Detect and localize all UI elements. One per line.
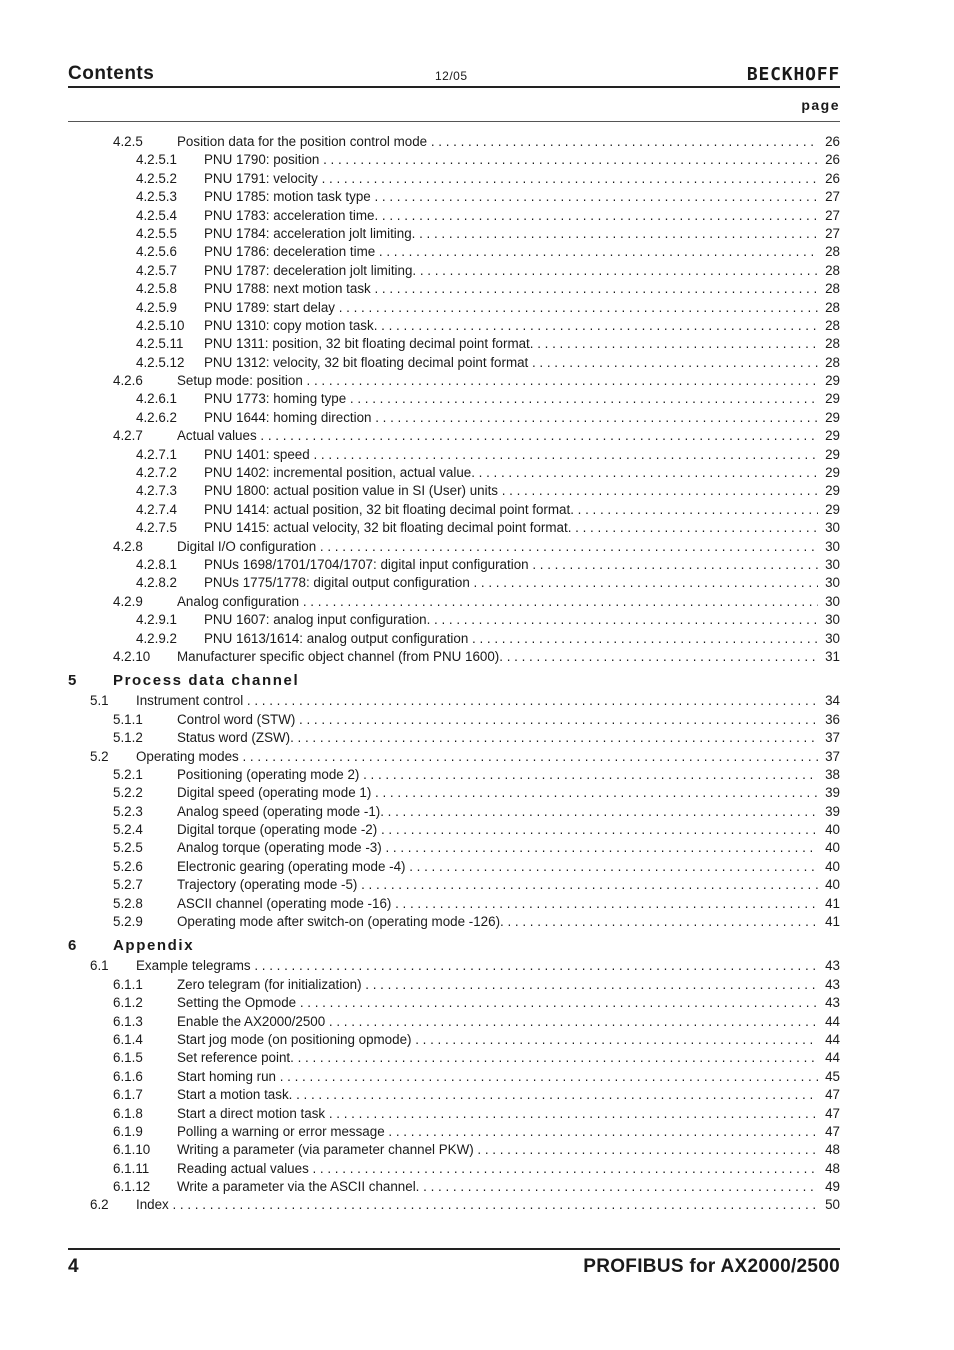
footer-rule [68, 1248, 840, 1250]
toc-entry-title: PNU 1644: homing direction . . . [204, 409, 818, 427]
toc-entry-number: 4.2.5.6 [136, 244, 177, 260]
toc-entry-number: 4.2.5 [113, 134, 143, 149]
toc-entry [68, 1160, 840, 1178]
toc-entry-page: 30 [825, 630, 840, 646]
toc-entry-number: 5.2.5 [113, 840, 143, 856]
toc-entry-page: 39 [825, 785, 840, 801]
toc-entry [68, 482, 840, 500]
toc-entry-page: 41 [825, 914, 840, 930]
toc-entry-title: Operating mode after switch-on (operating mode -126). . . . [177, 913, 818, 931]
toc-entry-page: 37 [825, 730, 840, 746]
toc-entry [68, 994, 840, 1012]
toc-entry-number: 6.1.4 [113, 1031, 143, 1047]
toc-entry-number: 6.1.5 [113, 1050, 143, 1066]
toc-entry-title: ASCII channel (operating mode -16) . . . [177, 895, 818, 913]
toc-entry-page: 29 [825, 428, 840, 444]
toc-entry-title: PNU 1310: copy motion task. . . . [204, 317, 818, 335]
toc-entry-title: Status word (ZSW). . . . [177, 729, 818, 747]
toc-entry [68, 151, 840, 169]
toc-entry-title: Manufacturer specific object channel (from PNU 1600). . . . [177, 648, 818, 666]
toc-entry-number: 4.2.9.2 [136, 630, 177, 646]
toc-entry-number: 4.2.8.2 [136, 575, 177, 591]
toc-entry-page: 39 [825, 803, 840, 819]
toc-entry-number: 4.2.7.3 [136, 483, 177, 499]
toc-entry [68, 556, 840, 574]
toc-entry-number: 6.1.2 [113, 995, 143, 1011]
toc-entry-page: 30 [825, 556, 840, 572]
toc-entry-number: 5.2.1 [113, 766, 143, 782]
toc-entry-page: 28 [825, 299, 840, 315]
toc-entry-number: 6.1.1 [113, 976, 143, 992]
toc-entry-number: 4.2.9 [113, 593, 143, 609]
toc-entry [68, 1178, 840, 1196]
toc-entry-page: 27 [825, 189, 840, 205]
toc-entry-page: 47 [825, 1105, 840, 1121]
toc-entry-title: PNU 1787: deceleration jolt limiting. . . . [204, 262, 818, 280]
toc-entry-page: 48 [825, 1160, 840, 1176]
toc-entry-page: 26 [825, 134, 840, 149]
table-of-contents [68, 133, 840, 1215]
toc-entry [68, 519, 840, 537]
toc-entry-page: 26 [825, 170, 840, 186]
toc-entry-number: 4.2.5.7 [136, 262, 177, 278]
toc-entry-title: PNU 1402: incremental position, actual value. . . . [204, 464, 818, 482]
toc-entry-title: Start homing run . . . [177, 1068, 818, 1086]
toc-entry-page: 30 [825, 593, 840, 609]
toc-entry-number: 4.2.5.2 [136, 170, 177, 186]
toc-entry-title: Zero telegram (for initialization) . . . [177, 976, 818, 994]
toc-entry-number: 5.2.2 [113, 785, 143, 801]
toc-entry-number: 4.2.9.1 [136, 612, 177, 628]
toc-entry-title: Setting the Opmode . . . [177, 994, 818, 1012]
toc-entry-title: PNU 1785: motion task type . . . [204, 188, 818, 206]
toc-entry-page: 41 [825, 895, 840, 911]
toc-entry-number: 6.1.9 [113, 1123, 143, 1139]
chapter-title: Process data channel [113, 672, 300, 690]
toc-entry-title: Enable the AX2000/2500 . . . [177, 1013, 818, 1031]
toc-entry-page: 30 [825, 575, 840, 591]
toc-entry-title: PNU 1415: actual velocity, 32 bit floating decimal point format. . . . [204, 519, 818, 537]
toc-entry [68, 317, 840, 335]
toc-entry-number: 5.2.8 [113, 895, 143, 911]
toc-entry-number: 4.2.7.5 [136, 520, 177, 536]
toc-entry-page: 40 [825, 858, 840, 874]
toc-entry-page: 47 [825, 1087, 840, 1103]
toc-entry-title: Example telegrams . . . [136, 957, 818, 975]
toc-entry [68, 1049, 840, 1067]
toc-entry-title: Trajectory (operating mode -5) . . . [177, 876, 818, 894]
toc-entry-title: PNU 1788: next motion task . . . [204, 280, 818, 298]
toc-entry-page: 29 [825, 391, 840, 407]
toc-entry-page: 28 [825, 262, 840, 278]
toc-entry-title: Digital speed (operating mode 1) . . . [177, 784, 818, 802]
toc-entry-page: 40 [825, 877, 840, 893]
toc-entry [68, 1141, 840, 1159]
toc-entry-title: Electronic gearing (operating mode -4) . . . [177, 858, 818, 876]
toc-entry [68, 1068, 840, 1086]
toc-entry [68, 335, 840, 353]
toc-entry-title: Setup mode: position . . . [177, 372, 818, 390]
page-column-label: page [801, 97, 840, 113]
toc-entry-title: Writing a parameter (via parameter channel PKW) . . . [177, 1141, 818, 1159]
toc-entry-title: Positioning (operating mode 2) . . . [177, 766, 818, 784]
toc-entry-number: 4.2.5.1 [136, 152, 177, 168]
toc-entry-number: 4.2.7.2 [136, 465, 177, 481]
toc-entry-page: 44 [825, 1013, 840, 1029]
toc-entry [68, 692, 840, 710]
toc-entry-page: 27 [825, 225, 840, 241]
toc-entry-title: PNU 1790: position . . . [204, 151, 818, 169]
toc-entry-title: PNU 1784: acceleration jolt limiting. . . . [204, 225, 818, 243]
toc-entry [68, 648, 840, 666]
chapter-number: 6 [68, 937, 78, 955]
toc-entry-title: PNU 1312: velocity, 32 bit floating decimal point format . . . [204, 354, 818, 372]
toc-entry [68, 225, 840, 243]
toc-entry [68, 464, 840, 482]
toc-entry [68, 1086, 840, 1104]
toc-entry-page: 29 [825, 446, 840, 462]
toc-entry-title: Index . . . [136, 1196, 818, 1214]
brand-logo: BECKHOFF [746, 64, 840, 85]
toc-entry-title: Analog configuration . . . [177, 593, 818, 611]
toc-entry-number: 6.1.7 [113, 1087, 143, 1103]
toc-entry-title: Digital torque (operating mode -2) . . . [177, 821, 818, 839]
toc-entry-title: PNU 1773: homing type . . . [204, 390, 818, 408]
toc-entry-title: Start a direct motion task . . . [177, 1105, 818, 1123]
toc-entry-page: 44 [825, 1031, 840, 1047]
toc-entry-title: PNU 1800: actual position value in SI (User) units . . . [204, 482, 818, 500]
toc-entry-title: PNU 1789: start delay . . . [204, 299, 818, 317]
toc-entry-title: PNU 1786: deceleration time . . . [204, 243, 818, 261]
toc-entry-page: 40 [825, 822, 840, 838]
toc-entry-title: PNU 1401: speed . . . [204, 446, 818, 464]
toc-entry-number: 4.2.5.12 [136, 354, 185, 370]
toc-entry [68, 354, 840, 372]
toc-entry-page: 29 [825, 409, 840, 425]
toc-entry-title: PNUs 1775/1778: digital output configuration . . . [204, 574, 818, 592]
toc-entry-page: 43 [825, 958, 840, 974]
toc-entry [68, 243, 840, 261]
toc-entry [68, 427, 840, 445]
toc-chapter-5 [68, 692, 840, 931]
toc-entry-number: 6.2 [90, 1197, 109, 1213]
toc-entry [68, 1013, 840, 1031]
chapter-heading [68, 666, 840, 692]
toc-entry [68, 133, 840, 151]
toc-entry [68, 390, 840, 408]
toc-entry-page: 34 [825, 693, 840, 709]
toc-entry-title: Start a motion task. . . . [177, 1086, 818, 1104]
toc-entry-title: Analog torque (operating mode -3) . . . [177, 839, 818, 857]
toc-entry-title: PNU 1613/1614: analog output configuration . . . [204, 630, 818, 648]
header-date: 12/05 [435, 69, 468, 83]
toc-entry-number: 4.2.5.4 [136, 207, 177, 223]
toc-entry-title: Set reference point. . . . [177, 1049, 818, 1067]
toc-entry-number: 4.2.5.8 [136, 281, 177, 297]
toc-entry [68, 611, 840, 629]
toc-entry-number: 6.1 [90, 958, 109, 974]
toc-entry-page: 29 [825, 373, 840, 389]
toc-entry-title: Analog speed (operating mode -1). . . . [177, 803, 818, 821]
toc-entry [68, 1105, 840, 1123]
toc-entry-number: 5.2 [90, 748, 109, 764]
toc-entry-page: 28 [825, 354, 840, 370]
toc-entry-page: 31 [825, 648, 840, 664]
toc-entry-title: Start jog mode (on positioning opmode) . . . [177, 1031, 818, 1049]
toc-entry [68, 446, 840, 464]
toc-entry-number: 4.2.5.10 [136, 317, 185, 333]
toc-entry-number: 4.2.5.9 [136, 299, 177, 315]
toc-entry-title: Control word (STW) . . . [177, 711, 818, 729]
toc-entry-page: 28 [825, 317, 840, 333]
toc-entry-title: PNU 1311: position, 32 bit floating decimal point format. . . . [204, 335, 818, 353]
toc-entry-title: Digital I/O configuration . . . [177, 538, 818, 556]
toc-entry-page: 29 [825, 465, 840, 481]
toc-chapter-6 [68, 957, 840, 1214]
toc-entry-title: Position data for the position control mode . . . [177, 133, 818, 151]
toc-entry-number: 6.1.10 [113, 1142, 151, 1158]
toc-entry [68, 711, 840, 729]
toc-entry-number: 4.2.8.1 [136, 556, 177, 572]
toc-entry-page: 40 [825, 840, 840, 856]
toc-entry-number: 4.2.6.1 [136, 391, 177, 407]
toc-entry-page: 27 [825, 207, 840, 223]
toc-entry-number: 4.2.7 [113, 428, 143, 444]
footer-page-number: 4 [68, 1256, 79, 1277]
toc-entry-page: 26 [825, 152, 840, 168]
header-sub-rule [68, 121, 840, 122]
toc-entry-number: 4.2.5.11 [136, 336, 184, 352]
toc-entry [68, 1123, 840, 1141]
toc-entry-page: 38 [825, 766, 840, 782]
toc-entry [68, 784, 840, 802]
toc-entry-number: 6.1.6 [113, 1068, 143, 1084]
toc-entry [68, 957, 840, 975]
toc-entry-page: 30 [825, 612, 840, 628]
toc-entry [68, 207, 840, 225]
toc-entry-number: 6.1.3 [113, 1013, 143, 1029]
toc-entry-page: 29 [825, 483, 840, 499]
toc-entry-page: 50 [825, 1197, 840, 1213]
toc-entry-page: 45 [825, 1068, 840, 1084]
toc-entry [68, 262, 840, 280]
toc-entry [68, 409, 840, 427]
toc-entry [68, 501, 840, 519]
toc-entry-page: 43 [825, 976, 840, 992]
toc-entry-title: PNU 1414: actual position, 32 bit floating decimal point format. . . . [204, 501, 818, 519]
toc-entry-title: Operating modes . . . [136, 748, 818, 766]
toc-entry-title: PNU 1783: acceleration time. . . . [204, 207, 818, 225]
toc-entry-number: 4.2.10 [113, 648, 151, 664]
toc-entry-page: 48 [825, 1142, 840, 1158]
toc-entry-number: 4.2.8 [113, 538, 143, 554]
toc-entry [68, 188, 840, 206]
toc-entry [68, 1031, 840, 1049]
toc-entry-number: 5.1 [90, 693, 109, 709]
chapter-number: 5 [68, 672, 78, 690]
toc-entry-title: Write a parameter via the ASCII channel. . . . [177, 1178, 818, 1196]
toc-entry-number: 5.2.9 [113, 914, 143, 930]
toc-entry-number: 5.1.2 [113, 730, 143, 746]
toc-entry-page: 30 [825, 538, 840, 554]
toc-entry-number: 5.2.4 [113, 822, 143, 838]
toc-entry-number: 6.1.11 [113, 1160, 150, 1176]
toc-entry-page: 28 [825, 336, 840, 352]
toc-entry-title: PNU 1791: velocity . . . [204, 170, 818, 188]
toc-entry [68, 1196, 840, 1214]
toc-entry [68, 538, 840, 556]
toc-entry [68, 729, 840, 747]
toc-entry-page: 37 [825, 748, 840, 764]
toc-entry-page: 36 [825, 711, 840, 727]
toc-entry-number: 5.1.1 [113, 711, 143, 727]
toc-entry-number: 4.2.5.3 [136, 189, 177, 205]
toc-entry-page: 28 [825, 281, 840, 297]
toc-entry-number: 6.1.12 [113, 1179, 151, 1195]
toc-entry [68, 766, 840, 784]
toc-entry [68, 876, 840, 894]
toc-entry-page: 29 [825, 501, 840, 517]
toc-entry [68, 630, 840, 648]
chapter-heading [68, 931, 840, 957]
toc-entry [68, 299, 840, 317]
header-rule [68, 86, 840, 88]
toc-entry-number: 5.2.3 [113, 803, 143, 819]
toc-entry-number: 4.2.7.4 [136, 501, 177, 517]
toc-entry [68, 170, 840, 188]
toc-entry [68, 858, 840, 876]
toc-entry-number: 4.2.6 [113, 373, 143, 389]
toc-entry-title: Instrument control . . . [136, 692, 818, 710]
toc-entry-page: 28 [825, 244, 840, 260]
toc-entry [68, 803, 840, 821]
toc-entry [68, 280, 840, 298]
toc-entry [68, 821, 840, 839]
toc-entry [68, 372, 840, 390]
toc-entry-title: Actual values . . . [177, 427, 818, 445]
toc-entry-number: 5.2.7 [113, 877, 143, 893]
toc-entry-number: 4.2.7.1 [136, 446, 177, 462]
toc-entry-number: 4.2.5.5 [136, 225, 177, 241]
toc-entry-title: Polling a warning or error message . . . [177, 1123, 818, 1141]
toc-entry [68, 839, 840, 857]
toc-entry-page: 47 [825, 1123, 840, 1139]
toc-entry [68, 574, 840, 592]
chapter-title: Appendix [113, 937, 195, 955]
toc-entry-title: PNU 1607: analog input configuration. . . . [204, 611, 818, 629]
toc-section-4-continued [68, 133, 840, 666]
toc-entry [68, 593, 840, 611]
toc-entry-title: Reading actual values . . . [177, 1160, 818, 1178]
toc-entry-page: 44 [825, 1050, 840, 1066]
toc-entry [68, 976, 840, 994]
toc-entry-title: PNUs 1698/1701/1704/1707: digital input configuration . . . [204, 556, 818, 574]
toc-entry-page: 30 [825, 520, 840, 536]
toc-entry-page: 49 [825, 1179, 840, 1195]
toc-entry [68, 913, 840, 931]
footer-document-title: PROFIBUS for AX2000/2500 [583, 1256, 840, 1277]
toc-entry-number: 4.2.6.2 [136, 409, 177, 425]
toc-entry-page: 43 [825, 995, 840, 1011]
toc-entry-number: 5.2.6 [113, 858, 143, 874]
toc-entry-number: 6.1.8 [113, 1105, 143, 1121]
header-section-title: Contents [68, 63, 155, 84]
toc-entry [68, 895, 840, 913]
toc-entry [68, 748, 840, 766]
